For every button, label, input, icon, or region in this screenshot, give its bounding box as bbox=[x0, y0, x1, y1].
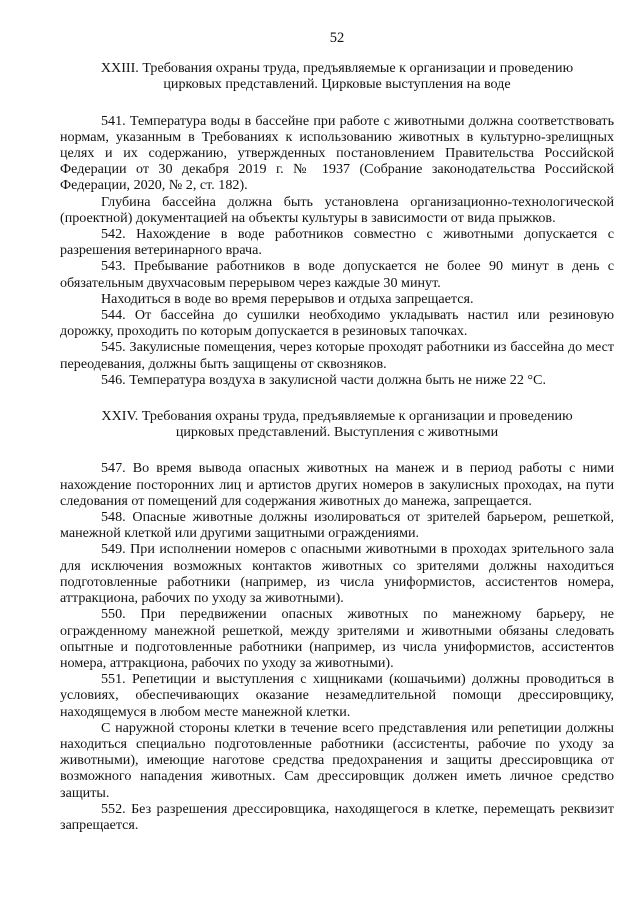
paragraph-544: 544. От бассейна до сушилки необходимо укладывать настил или резиновую дорожку, проходить по которым допускается в резиновых тапочках. bbox=[60, 307, 614, 340]
paragraph-551-outside-cage: С наружной стороны клетки в течение всего представления или репетиции должны находиться специально подготовленные работники (ассистенты, рабочие по уходу за животными), имеющие наготове средства предохранения и защиты дрессировщика от возможного нападения животных. Сам дрессировщик должен иметь личное средство защиты. bbox=[60, 719, 614, 801]
paragraph-546: 546. Температура воздуха в закулисной части должна быть не ниже 22 °С. bbox=[101, 371, 546, 388]
paragraph-542: 542. Нахождение в воде работников совместно с животными допускается с разрешения ветеринарного врача. bbox=[60, 226, 614, 259]
section-heading-line: XXIII. Требования охраны труда, предъявляемые к организации и проведению bbox=[100, 60, 574, 77]
section-heading-line: цирковых представлений. Цирковые выступления на воде bbox=[163, 76, 511, 93]
paragraph-543-breaks: Находиться в воде во время перерывов и отдыха запрещается. bbox=[101, 290, 474, 307]
paragraph-551: 551. Репетиции и выступления с хищниками (кошачьими) должны проводиться в условиях, обеспечивающих оказание незамедлительной помощи дрессировщику, находящемуся в любом месте манежной клетки. bbox=[60, 671, 614, 720]
paragraph-552: 552. Без разрешения дрессировщика, находящегося в клетке, перемещать реквизит запрещается. bbox=[60, 800, 614, 833]
paragraph-543: 543. Пребывание работников в воде допускается не более 90 минут в день с обязательным двухчасовым перерывом через каждые 30 минут. bbox=[60, 258, 614, 291]
paragraph-545: 545. Закулисные помещения, через которые проходят работники из бассейна до мест переодевания, должны быть защищены от сквозняков. bbox=[60, 339, 614, 372]
paragraph-541-pool-depth: Глубина бассейна должна быть установлена организационно-технологической (проектной) документацией на объекты культуры в зависимости от вида прыжков. bbox=[60, 193, 614, 226]
paragraph-548: 548. Опасные животные должны изолироваться от зрителей барьером, решеткой, манежной клеткой или другими защитными ограждениями. bbox=[60, 509, 614, 542]
paragraph-550: 550. При передвижении опасных животных по манежному барьеру, не огражденному манежной решеткой, между зрителями и животными обязаны следовать опытные и подготовленные работники (например, из числа униформистов, ассистентов номера, аттракциона, рабочих по уходу за животными). bbox=[60, 606, 614, 671]
paragraph-547: 547. Во время вывода опасных животных на манеж и в период работы с ними нахождение посторонних лиц и артистов других номеров в закулисных проходах, на пути следования от помещений для содержания животных до манежа, запрещается. bbox=[60, 460, 614, 509]
section-body-xxiii bbox=[60, 113, 614, 388]
section-heading-line: XXIV. Требования охраны труда, предъявляемые к организации и проведению bbox=[101, 408, 573, 425]
section-heading-xxiv bbox=[60, 408, 614, 440]
section-heading-xxiii bbox=[60, 60, 614, 92]
paragraph-549: 549. При исполнении номеров с опасными животными в проходах зрительного зала для исключения возможных контактов животных со зрителями должны находиться подготовленные работники (например, из числа униформистов, ассистентов номера, аттракциона, рабочих по уходу за животными). bbox=[60, 541, 614, 607]
paragraph-541: 541. Температура воды в бассейне при работе с животными должна соответствовать нормам, указанным в Требованиях к использованию животных в культурно-зрелищных целях и их содержанию, утвержденных постановлением Правительства Российской Федерации от 30 декабря 2019 г. № 1937 (Собрание законодательства Российской Федерации, 2020, № 2, ст. 182). bbox=[60, 112, 614, 194]
section-body-xxiv bbox=[60, 460, 614, 833]
section-heading-line: цирковых представлений. Выступления с животными bbox=[175, 424, 499, 441]
page-number: 52 bbox=[329, 30, 345, 46]
